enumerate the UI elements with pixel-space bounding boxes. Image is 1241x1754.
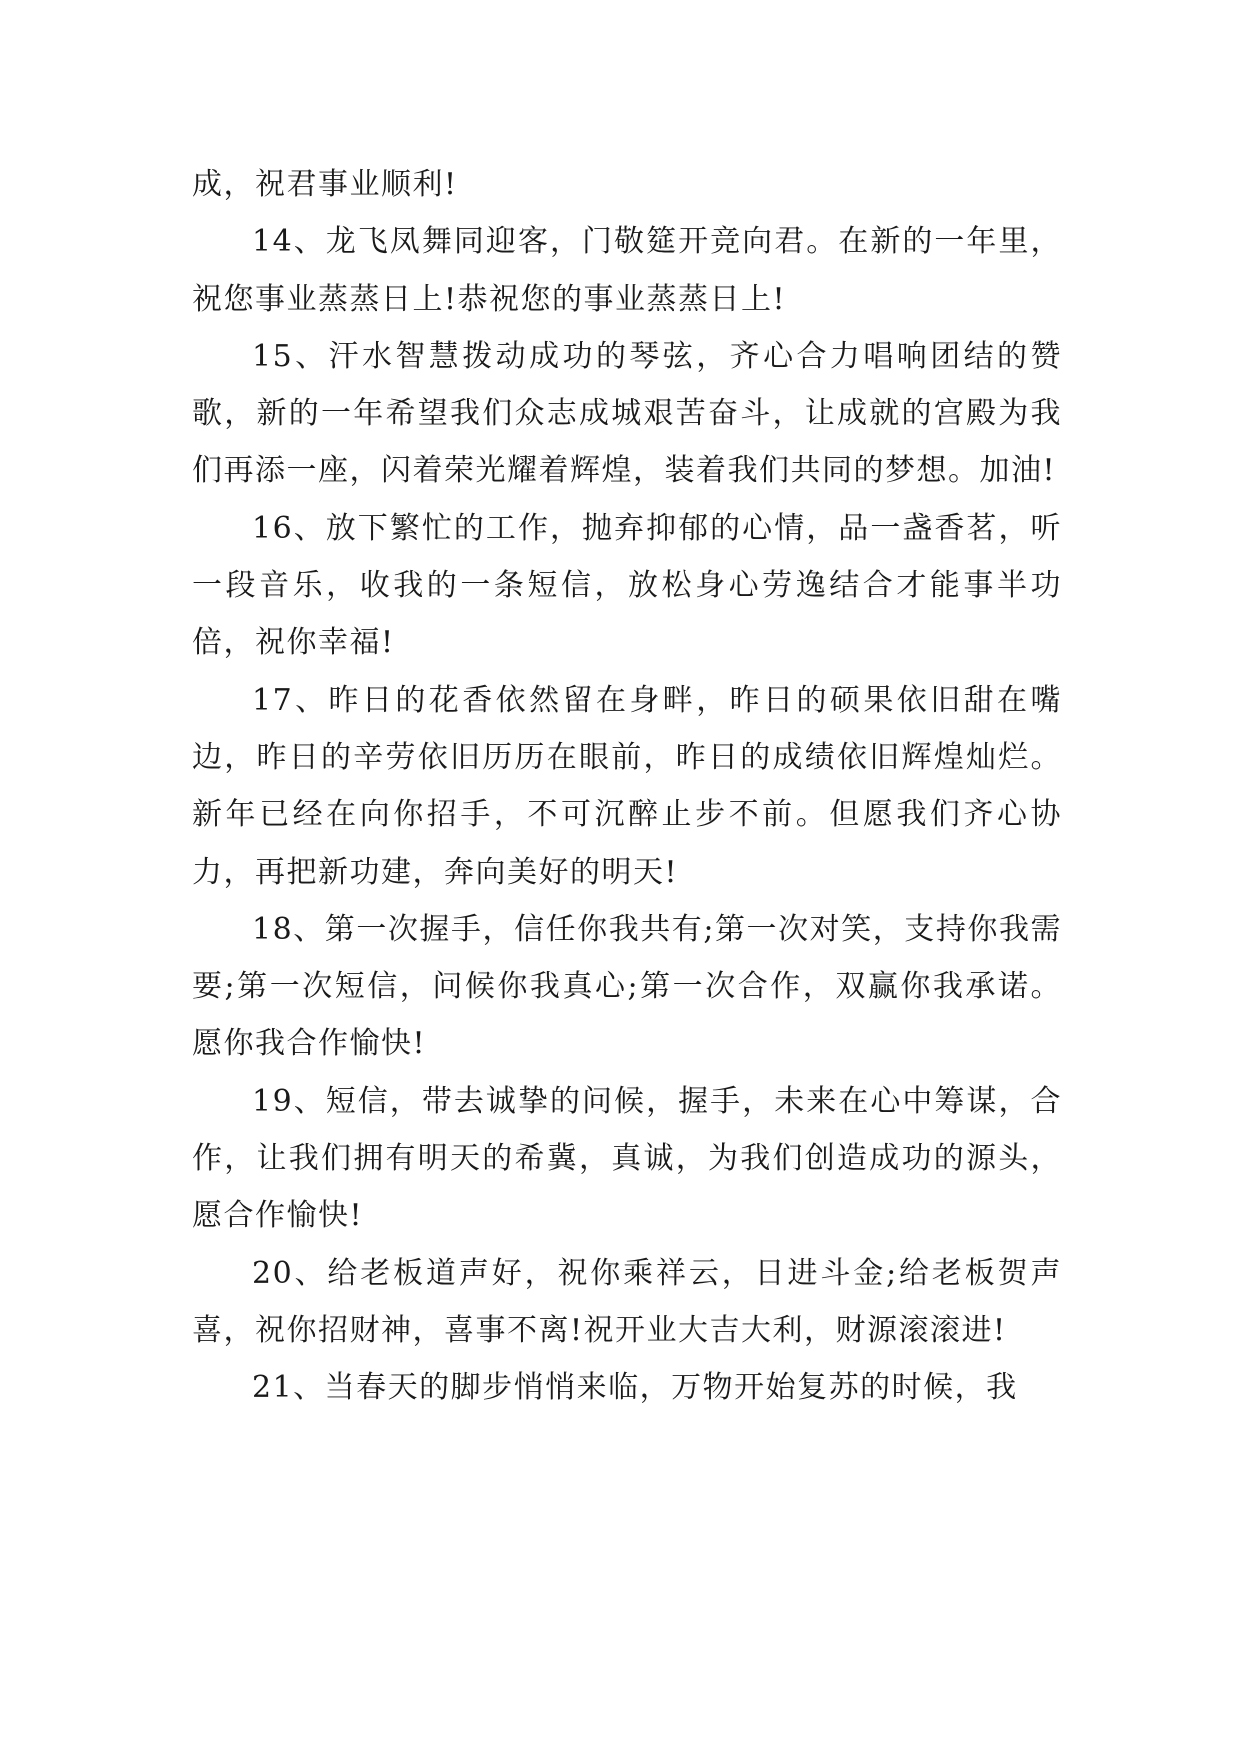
paragraph-21: 21、当春天的脚步悄悄来临，万物开始复苏的时候，我 xyxy=(252,1370,1018,1406)
paragraph-18: 18、第一次握手，信任你我共有;第一次对笑，支持你我需要;第一次短信，问候你我真心;第一次合作，双赢你我承诺。愿你我合作愉快! xyxy=(192,911,1062,1062)
paragraph-20: 20、给老板道声好，祝你乘祥云，日进斗金;给老板贺声喜，祝你招财神，喜事不离!祝开业大吉大利，财源滚滚进! xyxy=(192,1255,1062,1348)
paragraph-17: 17、昨日的花香依然留在身畔，昨日的硕果依旧甜在嘴边，昨日的辛劳依旧历历在眼前，昨日的成绩依旧辉煌灿烂。新年已经在向你招手，不可沉醉止步不前。但愿我们齐心协力，再把新功建，奔向美好的明天! xyxy=(192,682,1062,890)
document-body xyxy=(192,156,1062,1417)
paragraph-19: 19、短信，带去诚挚的问候，握手，未来在心中筹谋，合作，让我们拥有明天的希冀，真诚，为我们创造成功的源头，愿合作愉快! xyxy=(192,1083,1062,1234)
paragraph-continuation: 成，祝君事业顺利! xyxy=(192,167,458,202)
paragraph-15: 15、汗水智慧拨动成功的琴弦，齐心合力唱响团结的赞歌，新的一年希望我们众志成城艰苦奋斗，让成就的宫殿为我们再添一座，闪着荣光耀着辉煌，装着我们共同的梦想。加油! xyxy=(192,338,1062,489)
paragraph-14: 14、龙飞凤舞同迎客，门敬筵开竞向君。在新的一年里，祝您事业蒸蒸日上!恭祝您的事业蒸蒸日上! xyxy=(192,224,1062,317)
paragraph-16: 16、放下繁忙的工作，抛弃抑郁的心情，品一盏香茗，听一段音乐，收我的一条短信，放松身心劳逸结合才能事半功倍，祝你幸福! xyxy=(192,510,1062,661)
